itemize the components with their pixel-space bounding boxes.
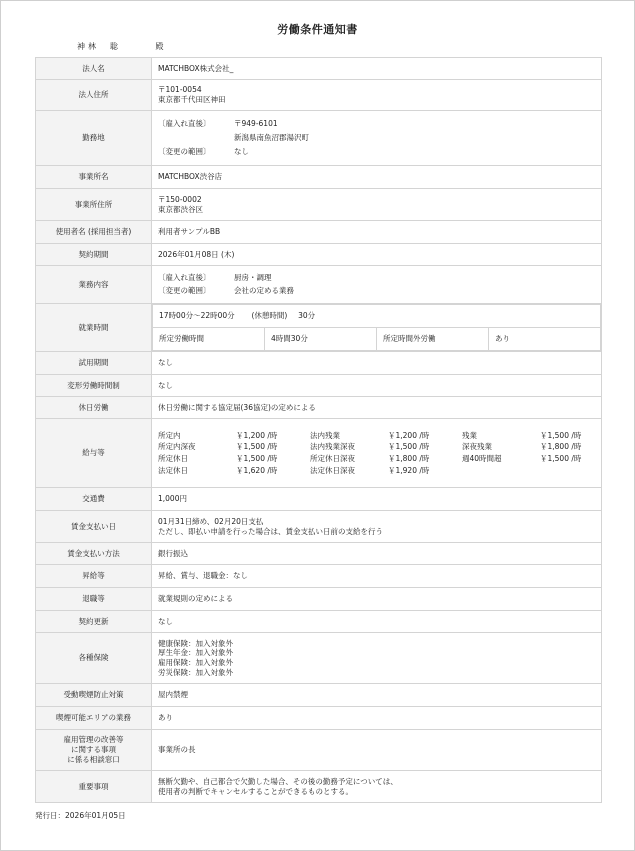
insurance-health: 健康保険：加入対象外 <box>158 638 233 648</box>
wage-item-name: 所定休日深夜 <box>310 454 355 463</box>
recipient <box>77 41 164 52</box>
label-employer: 使用者名 (採用担当者) <box>36 221 152 244</box>
value-trial: なし <box>152 352 602 375</box>
insurance-employment: 雇用保険：加入対象外 <box>158 658 233 667</box>
label-flex: 変形労働時間制 <box>36 375 152 397</box>
wage-item-amount: ￥1,500 /時 <box>236 454 278 463</box>
recipient-name: 神林 聡 <box>77 42 121 51</box>
wage-item-amount: ￥1,620 /時 <box>236 465 278 475</box>
row-important <box>36 771 602 803</box>
label-office-address: 事業所住所 <box>36 189 152 221</box>
important-line2: 使用者の判断でキャンセルすることができるものとする。 <box>158 786 353 796</box>
row-workplace <box>36 111 602 166</box>
value-flex: なし <box>152 375 602 397</box>
job-change-value: 会社の定める業務 <box>234 286 294 295</box>
wage-item-name: 法定休日 <box>158 465 188 475</box>
document-title: 労働条件通知書 <box>277 23 358 36</box>
row-working-hours <box>36 304 602 352</box>
value-corp-name: MATCHBOX株式会社_ <box>152 58 602 80</box>
break-value: 30分 <box>298 311 316 321</box>
recipient-suffix: 殿 <box>155 42 164 51</box>
wage-item-amount: ￥1,500 /時 <box>236 442 278 452</box>
label-corp-name: 法人名 <box>36 58 152 80</box>
label-corp-address: 法人住所 <box>36 80 152 111</box>
consult-label-line3: に係る相談窓口 <box>67 754 120 764</box>
value-office-address <box>152 189 602 221</box>
row-contract-period <box>36 244 602 266</box>
label-smoking: 受動喫煙防止対策 <box>36 684 152 707</box>
value-holiday: 休日労働に関する協定届(36協定)の定めによる <box>152 397 602 419</box>
insurance-pension: 厚生年金：加入対象外 <box>158 648 233 658</box>
office-address-text: 東京都渋谷区 <box>158 204 203 214</box>
wage-item-amount: ￥1,500 /時 <box>540 454 582 463</box>
value-corp-address <box>152 80 602 111</box>
row-transport <box>36 488 602 511</box>
label-insurance: 各種保険 <box>36 633 152 684</box>
wage-item-name: 法定休日深夜 <box>310 465 355 475</box>
row-retire <box>36 588 602 611</box>
value-smoking-area: あり <box>152 707 602 730</box>
label-renewal: 契約更新 <box>36 611 152 633</box>
workplace-hire-key: 〔雇入れ直後〕 <box>158 119 211 129</box>
corp-zip: 〒101-0054 <box>158 85 202 95</box>
value-employer: 利用者サンプルBB <box>152 221 602 244</box>
row-office-address <box>36 189 602 221</box>
workplace-change-key: 〔変更の範囲〕 <box>158 146 211 156</box>
row-renewal <box>36 611 602 633</box>
break-label: (休憩時間) <box>251 311 288 321</box>
value-insurance <box>152 633 602 684</box>
row-job-content <box>36 266 602 304</box>
wage-grid <box>158 431 595 476</box>
value-renewal: なし <box>152 611 602 633</box>
value-wages <box>152 419 602 488</box>
row-smoking-area <box>36 707 602 730</box>
label-payday: 賃金支払い日 <box>36 511 152 543</box>
label-workplace: 勤務地 <box>36 111 152 166</box>
row-employer <box>36 221 602 244</box>
label-raise: 昇給等 <box>36 565 152 588</box>
payday-line2: ただし、即払い申請を行った場合は、賃金支払い日前の支給を行う <box>158 526 383 536</box>
row-corp-name <box>36 58 602 80</box>
label-transport: 交通費 <box>36 488 152 511</box>
value-retire: 就業規則の定めによる <box>152 588 602 611</box>
row-holiday <box>36 397 602 419</box>
wage-item-name: 法内残業 <box>310 430 340 440</box>
row-insurance <box>36 633 602 684</box>
label-pay-method: 賃金支払い方法 <box>36 543 152 565</box>
overtime-label: 所定時間外労働 <box>377 328 489 351</box>
insurance-accident: 労災保険：加入対象外 <box>158 667 233 677</box>
label-trial: 試用期間 <box>36 352 152 375</box>
row-payday <box>36 511 602 543</box>
workplace-hire-zip: 〒949-6101 <box>234 119 278 129</box>
label-consult <box>36 730 152 771</box>
value-smoking: 屋内禁煙 <box>152 684 602 707</box>
value-office-name: MATCHBOX渋谷店 <box>152 166 602 189</box>
wage-item-amount: ￥1,200 /時 <box>236 430 278 440</box>
corp-address-text: 東京都千代田区神田 <box>158 95 226 104</box>
wage-item-name: 所定休日 <box>158 454 188 463</box>
wage-item-amount: ￥1,500 /時 <box>540 430 582 440</box>
label-holiday: 休日労働 <box>36 397 152 419</box>
label-contract-period: 契約期間 <box>36 244 152 266</box>
wage-item-name: 残業 <box>462 430 477 440</box>
value-raise: 昇給、賞与、退職金：なし <box>152 565 602 588</box>
wage-item-amount: ￥1,200 /時 <box>388 430 430 440</box>
value-workplace <box>152 111 602 166</box>
value-important <box>152 771 602 803</box>
row-consult <box>36 730 602 771</box>
wage-item-amount: ￥1,800 /時 <box>388 454 430 463</box>
consult-label-line2: に関する事項 <box>71 745 116 755</box>
wage-item-name: 所定内深夜 <box>158 442 196 452</box>
label-wages: 給与等 <box>36 419 152 488</box>
wage-item-amount: ￥1,800 /時 <box>540 442 582 452</box>
label-smoking-area: 喫煙可能エリアの業務 <box>36 707 152 730</box>
row-flex <box>36 375 602 397</box>
scheduled-label: 所定労働時間 <box>153 328 265 351</box>
wage-item-name: 週40時間超 <box>462 454 502 463</box>
row-wages <box>36 419 602 488</box>
conditions-table <box>35 57 602 803</box>
value-pay-method: 銀行振込 <box>152 543 602 565</box>
row-pay-method <box>36 543 602 565</box>
issue-date: 発行日：2026年01月05日 <box>35 811 126 820</box>
label-job-content: 業務内容 <box>36 266 152 304</box>
overtime-value: あり <box>489 328 601 351</box>
row-raise <box>36 565 602 588</box>
row-office-name <box>36 166 602 189</box>
consult-label-line1: 雇用管理の改善等 <box>63 735 124 745</box>
value-working-hours <box>152 304 602 352</box>
value-transport: 1,000円 <box>152 488 602 511</box>
workplace-hire-address: 新潟県南魚沼郡湯沢町 <box>234 133 309 143</box>
wage-item-amount: ￥1,500 /時 <box>388 442 430 452</box>
label-important: 重要事項 <box>36 771 152 803</box>
workplace-change-value: なし <box>234 146 249 156</box>
important-line1: 無断欠勤や、自己都合で欠勤した場合、その後の勤務予定については、 <box>158 776 398 786</box>
value-payday <box>152 511 602 543</box>
wage-item-name: 所定内 <box>158 430 181 440</box>
label-working-hours: 就業時間 <box>36 304 152 352</box>
wage-item-name: 法内残業深夜 <box>310 442 355 452</box>
row-corp-address <box>36 80 602 111</box>
wage-item-name: 深夜残業 <box>462 442 492 452</box>
scheduled-value: 4時間30分 <box>265 328 377 351</box>
value-job-content <box>152 266 602 304</box>
value-contract-period: 2026年01月08日 (木) <box>152 244 602 266</box>
row-smoking <box>36 684 602 707</box>
work-time: 17時00分～22時00分 <box>159 311 235 321</box>
payday-line1: 01月31日締め、02月20日支払 <box>158 516 264 526</box>
row-trial <box>36 352 602 375</box>
office-zip: 〒150-0002 <box>158 194 202 204</box>
value-consult: 事業所の長 <box>152 730 602 771</box>
label-office-name: 事業所名 <box>36 166 152 189</box>
label-retire: 退職等 <box>36 588 152 611</box>
job-hire-value: 厨房・調理 <box>234 273 272 283</box>
job-change-key: 〔変更の範囲〕 <box>158 286 211 295</box>
wage-item-amount: ￥1,920 /時 <box>388 465 430 475</box>
job-hire-key: 〔雇入れ直後〕 <box>158 273 211 283</box>
